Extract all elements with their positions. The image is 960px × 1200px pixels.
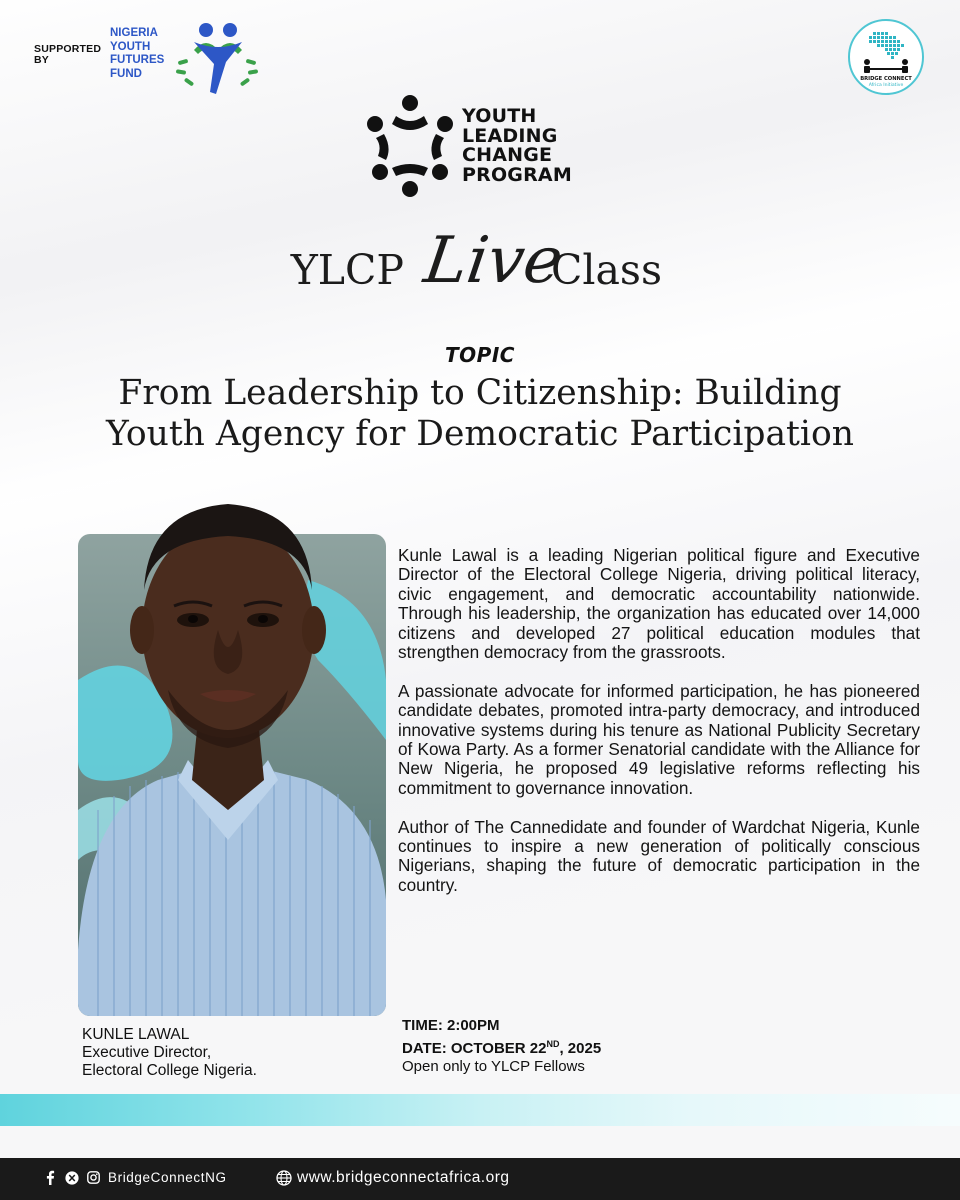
bridge-connect-logo-icon — [847, 18, 925, 96]
bridge-connect-name: BRIDGE CONNECT — [860, 76, 912, 82]
x-icon[interactable] — [64, 1170, 79, 1185]
heading-script-word: Live — [419, 224, 568, 298]
supported-by-label: SUPPORTED BY — [34, 43, 102, 66]
event-date-year: , 2025 — [559, 1040, 602, 1057]
program-name-line: LEADING — [462, 124, 558, 147]
heading-prefix: YLCP — [290, 246, 404, 294]
program-name-line: PROGRAM — [462, 163, 572, 186]
instagram-icon[interactable] — [86, 1170, 101, 1185]
speaker-photo — [78, 480, 388, 1020]
program-name-line: CHANGE — [462, 144, 553, 166]
bio-paragraph: A passionate advocate for informed participation, he has pioneered candidate debates, promoted intra-party democracy, and introduced innovative systems during his tenure as National Publicity Secretary of Kowa Party. As a former Senatorial candidate with the Alliance for New Nigeria, he proposed 49 legislative reforms reflecting his commitment to governance innovation. — [398, 680, 920, 798]
fund-name-line: NIGERIA — [110, 27, 158, 39]
website-url[interactable]: www.bridgeconnectafrica.org — [297, 1169, 510, 1186]
event-date — [402, 1035, 702, 1058]
bridge-connect-tagline: Africa Initiative — [868, 83, 904, 88]
speaker-role: Executive Director, — [82, 1044, 212, 1061]
speaker-caption — [82, 1026, 382, 1080]
event-note: Open only to YLCP Fellows — [402, 1058, 585, 1075]
event-date-main: DATE: OCTOBER 22 — [402, 1040, 547, 1057]
ylcp-logo-icon — [362, 94, 458, 198]
fund-logo-icon — [172, 16, 264, 96]
event-details — [402, 1017, 702, 1076]
topic-label: TOPIC — [445, 343, 515, 367]
footer-bar — [0, 1158, 960, 1200]
decorative-wave-band — [0, 1094, 960, 1126]
bio-paragraph: Kunle Lawal is a leading Nigerian political figure and Executive Director of the Electoral College Nigeria, driving political literacy, civic engagement, and democratic accountability nationwide. Through his leadership, the organization has educated over 14,000 citizens and developed 27 political education modules that strengthen democracy from the grassroots. — [398, 545, 920, 663]
website-link[interactable] — [276, 1169, 510, 1187]
globe-icon — [276, 1170, 292, 1186]
topic-title: From Leadership to Citizenship: Building Youth Agency for Democratic Participation — [106, 373, 854, 454]
program-name-line: YOUTH — [462, 105, 537, 127]
event-date-ordinal: ND — [546, 1039, 560, 1049]
social-handle[interactable]: BridgeConnectNG — [108, 1170, 227, 1185]
speaker-organization: Electoral College Nigeria. — [82, 1062, 257, 1079]
heading-suffix: Class — [551, 246, 663, 294]
social-links — [42, 1170, 227, 1185]
bio-paragraph: Author of The Cannedidate and founder of Wardchat Nigeria, Kunle continues to inspire a new generation of politically conscious Nigerians, shaping the future of democratic participation in the country. — [398, 816, 920, 895]
speaker-name: KUNLE LAWAL — [82, 1026, 190, 1043]
speaker-bio — [398, 546, 920, 915]
live-class-heading — [0, 224, 960, 324]
fund-name-line: YOUTH — [110, 40, 151, 53]
facebook-icon[interactable] — [42, 1170, 57, 1185]
fund-name-line: FUND — [110, 67, 142, 80]
program-name — [462, 107, 612, 185]
event-time: TIME: 2:00PM — [402, 1017, 500, 1034]
fund-name-line: FUTURES — [110, 54, 165, 66]
